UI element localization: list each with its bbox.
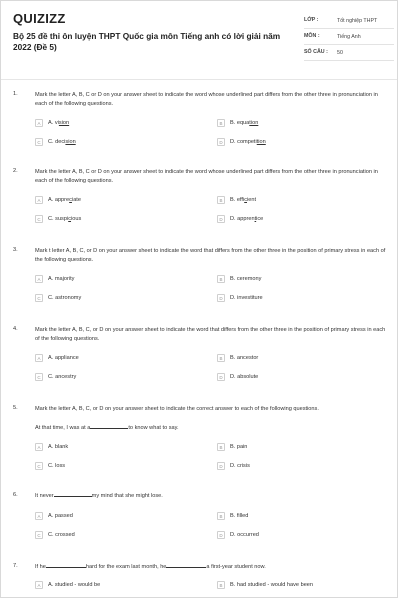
divider [304,44,394,45]
option-badge: D [217,215,225,223]
option-label: D. absolute [230,374,259,381]
option-c[interactable] [35,372,217,382]
option-d[interactable] [217,214,398,224]
option-b[interactable] [217,274,398,284]
meta-key: MÔN : [304,33,320,39]
option-badge: A [35,275,43,283]
option-badge: B [217,512,225,520]
option-badge: C [35,373,43,381]
option-a[interactable] [35,353,217,363]
divider [304,60,394,61]
option-label: C. decision [48,139,76,146]
meta-key: SỐ CÂU : [304,49,328,55]
option-label: B. had studied - would have been [230,581,314,588]
question-1 [13,91,391,147]
option-label: A. majority [48,276,75,283]
question-number: 3. [13,247,18,253]
stem-text-after: to know what to say. [128,424,179,431]
option-label: D. competition [230,139,266,146]
option-label: A. studied - would be [48,581,101,588]
option-badge: B [217,119,225,127]
option-b[interactable] [217,353,398,363]
option-label: C. suspicious [48,216,82,223]
question-6 [13,492,391,540]
option-label: D. occurred [230,531,259,538]
answer-blank [46,567,86,568]
option-label: A. passed [48,512,73,519]
stem-text-before: At that time, I was at a [35,424,91,431]
option-b[interactable] [217,442,398,452]
option-label: A. blank [48,443,69,450]
answer-options [35,195,391,224]
question-number: 2. [13,168,18,174]
answer-options [35,353,391,382]
option-badge: B [217,275,225,283]
option-label: C. astronomy [48,295,82,302]
option-badge: A [35,119,43,127]
option-badge: A [35,581,43,589]
option-label: C. crossed [48,531,75,538]
option-a[interactable] [35,118,217,128]
stem-text-after: my mind that she might lose. [91,493,163,499]
question-number: 5. [13,405,18,411]
option-label: C. loss [48,462,66,469]
question-text: Mark the letter A, B, C or D on your answer sheet to indicate the word whose underlined part differs from the other three in pronunciation in each of the following questions. [35,92,378,107]
option-c[interactable] [35,530,217,540]
option-label: B. filled [230,512,249,519]
option-label: B. equation [230,120,259,127]
option-badge: B [217,581,225,589]
option-badge: C [35,294,43,302]
worksheet-title: Bộ 25 đề thi ôn luyện THPT Quốc gia môn Tiếng anh có lời giải năm 2022 (Đề 5) [13,31,281,52]
worksheet-meta [304,17,394,65]
meta-value: Tiếng Anh [337,34,361,40]
question-7 [13,563,391,590]
question-number: 4. [13,326,18,332]
stem-text-middle: hard for the exam last month, he [85,564,167,570]
answer-blank [166,567,206,568]
divider [304,28,394,29]
answer-options [35,442,391,471]
meta-key: LỚP : [304,17,319,23]
meta-row-count [304,49,394,57]
question-text: Mark the letter A, B, C, or D on your answer sheet to indicate the correct answer to each of the following questions. [35,406,319,412]
meta-row-grade [304,17,394,25]
meta-value: 50 [337,50,343,56]
option-badge: D [217,294,225,302]
meta-row-subject [304,33,394,41]
question-text: Mark t letter A, B, C, or D on your answer sheet to indicate the word that differs from the other three in the position of primary stress in each of the following questions. [35,248,386,263]
question-text [35,492,391,501]
question-5 [13,405,391,471]
option-d[interactable] [217,293,398,303]
option-c[interactable] [35,137,217,147]
option-label: C. ancestry [48,374,77,381]
option-badge: B [217,443,225,451]
question-number: 6. [13,492,18,498]
option-a[interactable] [35,195,217,205]
answer-options [35,274,391,303]
question-number: 7. [13,563,18,569]
stem-text-after: a first-year student now. [206,564,266,570]
answer-options [35,118,391,147]
question-stem [35,424,391,432]
option-c[interactable] [35,214,217,224]
option-badge: B [217,354,225,362]
option-a[interactable] [35,274,217,284]
option-a[interactable] [35,580,217,590]
option-badge: A [35,196,43,204]
option-b[interactable] [217,195,398,205]
option-badge: C [35,531,43,539]
option-label: D. investiture [230,295,263,302]
option-badge: A [35,443,43,451]
option-label: A. appreciate [48,197,81,204]
worksheet-header [1,1,397,80]
option-badge: C [35,138,43,146]
question-text [35,563,391,572]
stem-text-before: If he [35,564,46,570]
question-number: 1. [13,91,18,97]
meta-value: Tốt nghiệp THPT [337,18,378,24]
option-label: B. ceremony [230,276,262,283]
option-label: D. crisis [230,462,250,469]
option-label: D. apprentice [230,216,264,223]
question-text: Mark the letter A, B, C or D on your answer sheet to indicate the word whose underlined part differs from the other three in pronunciation in each of the following questions. [35,169,378,184]
option-label: A. appliance [48,355,79,362]
question-3 [13,247,391,303]
option-d[interactable] [217,137,398,147]
option-d[interactable] [217,530,398,540]
option-badge: A [35,512,43,520]
option-badge: D [217,138,225,146]
stem-text-before: It never [35,493,54,499]
option-a[interactable] [35,511,217,521]
option-b[interactable] [217,511,398,521]
option-badge: C [35,215,43,223]
question-2 [13,168,391,224]
option-c[interactable] [35,293,217,303]
option-badge: A [35,354,43,362]
option-badge: D [217,373,225,381]
option-b[interactable] [217,118,398,128]
option-label: B. efficient [230,197,257,204]
question-4 [13,326,391,382]
answer-blank [90,428,128,429]
option-d[interactable] [217,372,398,382]
option-label: B. pain [230,443,248,450]
option-badge: D [217,462,225,470]
option-badge: C [35,462,43,470]
option-label: A. vision [48,120,70,127]
option-badge: D [217,531,225,539]
answer-blank [54,496,92,497]
answer-options [35,580,391,590]
answer-options [35,511,391,540]
option-label: B. ancestor [230,355,259,362]
option-badge: B [217,196,225,204]
option-a[interactable] [35,442,217,452]
quizizz-logo: QUIZIZZ [13,11,66,26]
option-d[interactable] [217,461,398,471]
option-c[interactable] [35,461,217,471]
question-text: Mark the letter A, B, C, or D on your answer sheet to indicate the word that differs from the other three in the position of primary stress in each of the following questions. [35,327,386,342]
option-b[interactable] [217,580,398,590]
